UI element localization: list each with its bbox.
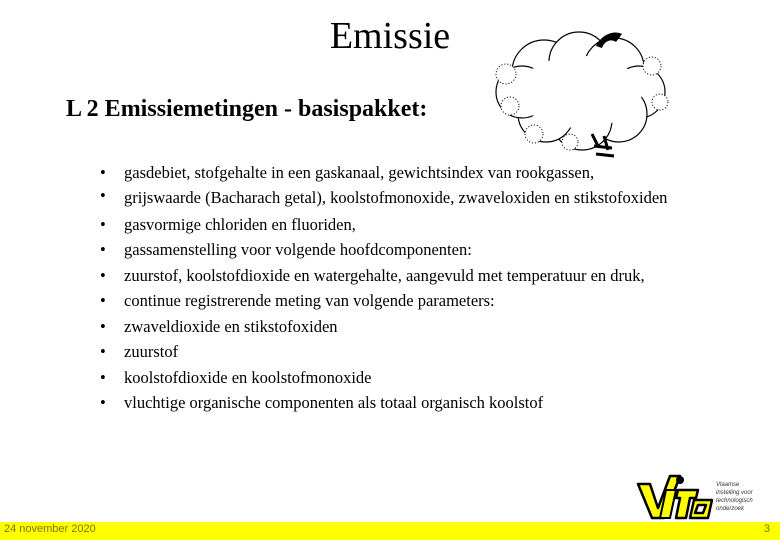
bullet-dot: •: [100, 240, 106, 259]
list-item: • zwaveldioxide en stikstofoxiden: [100, 314, 700, 340]
footer-bar: [0, 522, 780, 540]
bullet-dot: •: [100, 393, 106, 412]
list-item: • gasvormige chloriden en fluoriden,: [100, 212, 700, 238]
bullet-dot: •: [100, 163, 106, 182]
logo-line: onderzoek: [716, 506, 745, 512]
vito-logo-mark: [638, 476, 712, 518]
footer-date: 24 november 2020: [4, 523, 96, 535]
bullet-dot: •: [100, 185, 106, 205]
bullet-dot: •: [100, 265, 106, 285]
list-item: • vluchtige organische componenten als totaal organisch koolstof: [100, 390, 700, 416]
bullet-dot: •: [100, 316, 106, 336]
list-item: • zuurstof, koolstofdioxide en watergehalte, aangevuld met temperatuur en druk,: [100, 263, 700, 289]
list-item: • koolstofdioxide en koolstofmonoxide: [100, 365, 700, 391]
logo-line: Vlaamse: [716, 482, 740, 488]
logo-line: technologisch: [716, 498, 753, 504]
list-item: • gasdebiet, stofgehalte in een gaskanaal, gewichtsindex van rookgassen,: [100, 160, 700, 186]
page-number: 3: [763, 523, 770, 535]
bullet-dot: •: [100, 367, 106, 387]
smoke-cloud-icon: [484, 22, 674, 162]
bullet-list: [100, 160, 700, 416]
bullet-dot: •: [100, 214, 106, 234]
list-item: • zuurstof: [100, 339, 700, 365]
list-item: • continue registrerende meting van volgende parameters:: [100, 288, 700, 314]
slide-subtitle: L 2 Emissiemetingen - basispakket:: [66, 96, 428, 122]
vito-logo: [636, 468, 766, 524]
bullet-dot: •: [100, 342, 106, 361]
list-item: • gassamenstelling voor volgende hoofdcomponenten:: [100, 237, 700, 263]
logo-line: instelling voor: [716, 490, 753, 496]
list-item: • grijswaarde (Bacharach getal), koolstofmonoxide, zwaveloxiden en stikstofoxiden: [100, 185, 668, 207]
bullet-dot: •: [100, 291, 106, 310]
slide-title: Emissie: [329, 15, 451, 57]
